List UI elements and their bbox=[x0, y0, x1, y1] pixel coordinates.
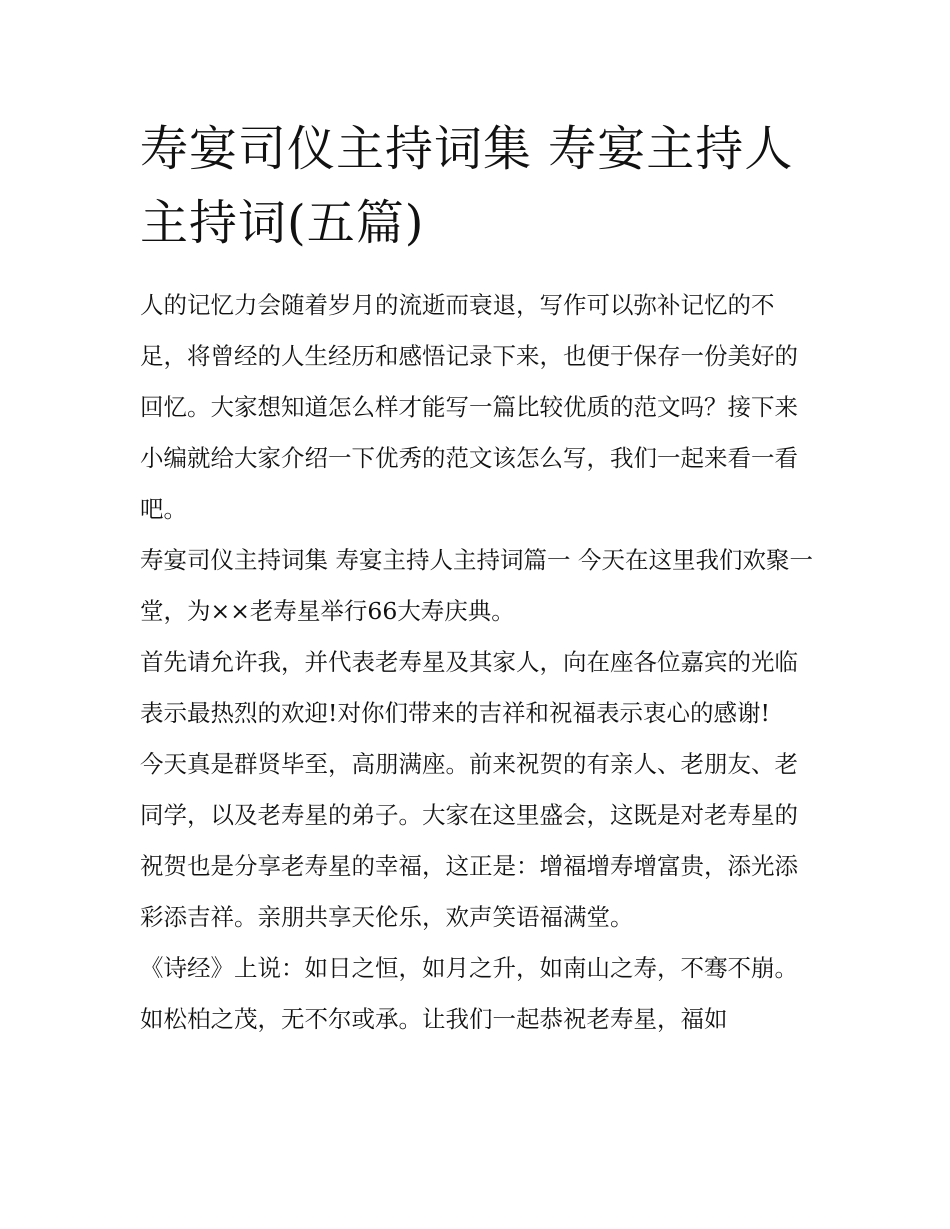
paragraph-welcome: 首先请允许我，并代表老寿星及其家人，向在座各位嘉宾的光临表示最热烈的欢迎!对你们带来的吉祥和祝福表示衷心的感谢! bbox=[140, 648, 798, 727]
paragraph-shijing-quote: 《诗经》上说：如日之恒，如月之升，如南山之寿，不骞不崩。如松柏之茂，无不尔或承。让我们一起恭祝老寿星，福如 bbox=[140, 954, 798, 1033]
paragraph-section-one-opening: 寿宴司仪主持词集 寿宴主持人主持词篇一 今天在这里我们欢聚一堂，为××老寿星举行66大寿庆典。 bbox=[140, 546, 813, 625]
paragraph-guests: 今天真是群贤毕至，高朋满座。前来祝贺的有亲人、老朋友、老同学，以及老寿星的弟子。大家在这里盛会，这既是对老寿星的祝贺也是分享老寿星的幸福，这正是：增福增寿增富贵，添光添彩添吉祥。亲朋共享天伦乐，欢声笑语福满堂。 bbox=[140, 750, 798, 931]
document-body bbox=[140, 280, 820, 1045]
paragraph-intro: 人的记忆力会随着岁月的流逝而衰退，写作可以弥补记忆的不足，将曾经的人生经历和感悟记录下来，也便于保存一份美好的回忆。大家想知道怎么样才能写一篇比较优质的范文吗？接下来小编就给大家介绍一下优秀的范文该怎么写，我们一起来看一看吧。 bbox=[140, 291, 798, 523]
document-title: 寿宴司仪主持词集 寿宴主持人主持词(五篇) bbox=[140, 121, 794, 251]
